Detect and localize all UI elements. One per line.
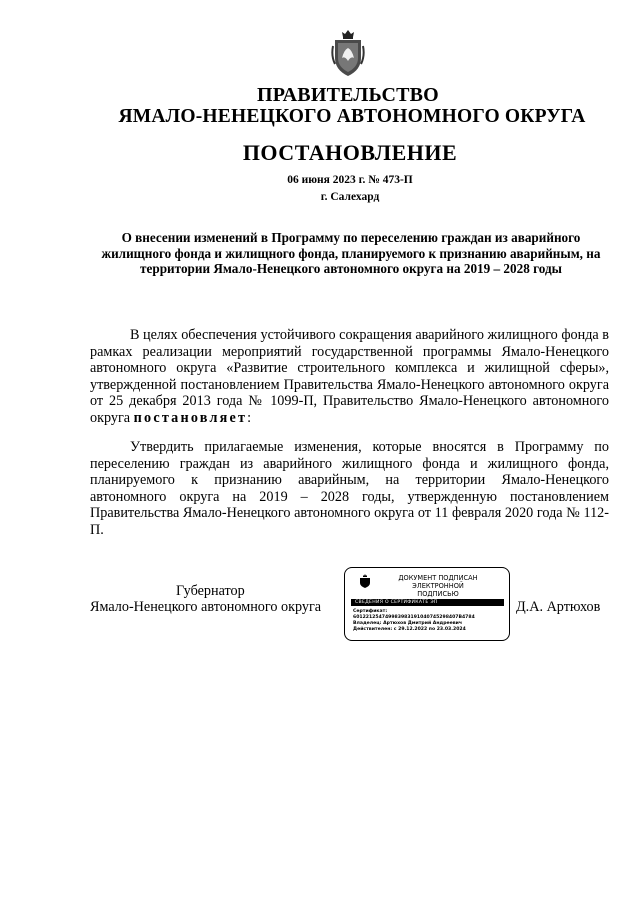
coat-of-arms-emblem xyxy=(330,28,366,78)
date-and-number: 06 июня 2023 г. № 473-П xyxy=(287,174,413,186)
body-paragraph-2: Утвердить прилагаемые изменения, которые вносятся в Программу по переселению граждан из аварийного жилищного фонда и жилищного фонда, планируемого к признанию аварийным, на территории Ямало-Ненецкого автономного округа на 2019 – 2028 годы, утвержденную постановлением Правительства Ямало-Ненецкого автономного округа от 11 февраля 2020 года № 112-П. xyxy=(90,439,609,538)
signatory-position-line1: Губернатор xyxy=(176,583,245,599)
document-subject: О внесении изменений в Программу по переселению граждан из аварийного жилищного фонда и жилищного фонда, планируемого к признанию аварийным, на территории Ямало-Ненецкого автономного округа на 2019 – 2028 годы xyxy=(101,230,601,276)
electronic-signature-stamp xyxy=(344,567,510,641)
body-paragraph-1-text: В целях обеспечения устойчивого сокращения аварийного жилищного фонда в рамках реализации мероприятий государственной программы Ямало-Ненецкого автономного округа «Развитие строительного комплекса и жилищной сферы», утвержденной постановлением Правительства Ямало-Ненецкого автономного округа от 25 декабря 2013 года № 1099-П, Правительство Ямало-Ненецкого автономного округа xyxy=(90,327,609,426)
org-title-line1: ПРАВИТЕЛЬСТВО xyxy=(257,84,439,106)
signatory-position-line2: Ямало-Ненецкого автономного округа xyxy=(90,599,322,615)
signatory-name: Д.А. Артюхов xyxy=(516,599,601,615)
org-title-line2: ЯМАЛО-НЕНЕЦКОГО АВТОНОМНОГО ОКРУГА xyxy=(118,106,586,127)
stamp-owner: Владелец: Артюхов Дмитрий Андреевич xyxy=(353,621,463,626)
stamp-certificate-bar: СВЕДЕНИЯ О СЕРТИФИКАТЕ ЭП xyxy=(351,599,504,606)
document-type-title: ПОСТАНОВЛЕНИЕ xyxy=(242,140,458,165)
stamp-heading-line1: ДОКУМЕНТ ПОДПИСАН xyxy=(398,574,478,582)
stamp-heading xyxy=(393,574,483,598)
city-line: г. Салехард xyxy=(320,191,380,203)
body-paragraph-1-end: : xyxy=(247,409,252,426)
stamp-certificate-number: 601221254749983983191040745298407B4784 xyxy=(353,615,475,620)
decree-keyword: постановляет xyxy=(133,409,248,426)
emblem-icon xyxy=(359,574,371,588)
stamp-validity: Действителен: с 29.12.2022 по 23.03.2024 xyxy=(353,627,466,632)
stamp-heading-line2: ЭЛЕКТРОННОЙ ПОДПИСЬЮ xyxy=(412,582,464,598)
stamp-certificate-label: Сертификат: xyxy=(353,609,388,614)
body-paragraph-1 xyxy=(90,327,609,427)
